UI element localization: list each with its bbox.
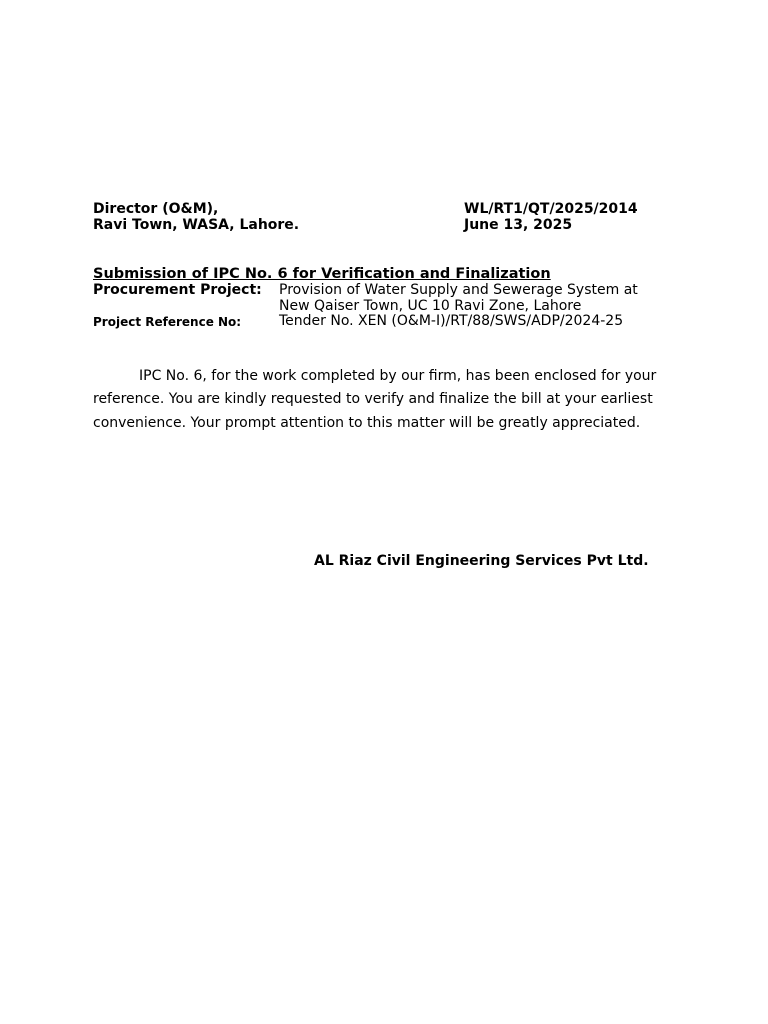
letter-body: [93, 365, 683, 435]
body-line-3: convenience. Your prompt attention to this matter will be greatly appreciated.: [93, 414, 641, 431]
project-reference-value: Tender No. XEN (O&M-I)/RT/88/SWS/ADP/2024-25: [279, 313, 624, 329]
letter-date: June 13, 2025: [464, 217, 573, 233]
project-reference-label: Project Reference No:: [93, 315, 242, 329]
body-line-2: reference. You are kindly requested to verify and finalize the bill at your earliest: [93, 391, 653, 408]
recipient-address: [93, 201, 299, 233]
company-signature: AL Riaz Civil Engineering Services Pvt Ltd.: [314, 553, 649, 569]
letter-reference: [464, 201, 638, 233]
recipient-location: Ravi Town, WASA, Lahore.: [93, 217, 300, 233]
procurement-project-label: Procurement Project:: [93, 282, 262, 298]
recipient-title: Director (O&M),: [93, 201, 219, 217]
procurement-project-value: [279, 282, 638, 314]
body-line-1: IPC No. 6, for the work completed by our firm, has been enclosed for your: [139, 368, 657, 384]
procurement-project-line2: New Qaiser Town, UC 10 Ravi Zone, Lahore: [279, 298, 582, 314]
reference-number: WL/RT1/QT/2025/2014: [464, 201, 638, 217]
letter-subject: Submission of IPC No. 6 for Verification and Finalization: [93, 266, 551, 282]
procurement-project-line1: Provision of Water Supply and Sewerage System at: [279, 282, 638, 298]
